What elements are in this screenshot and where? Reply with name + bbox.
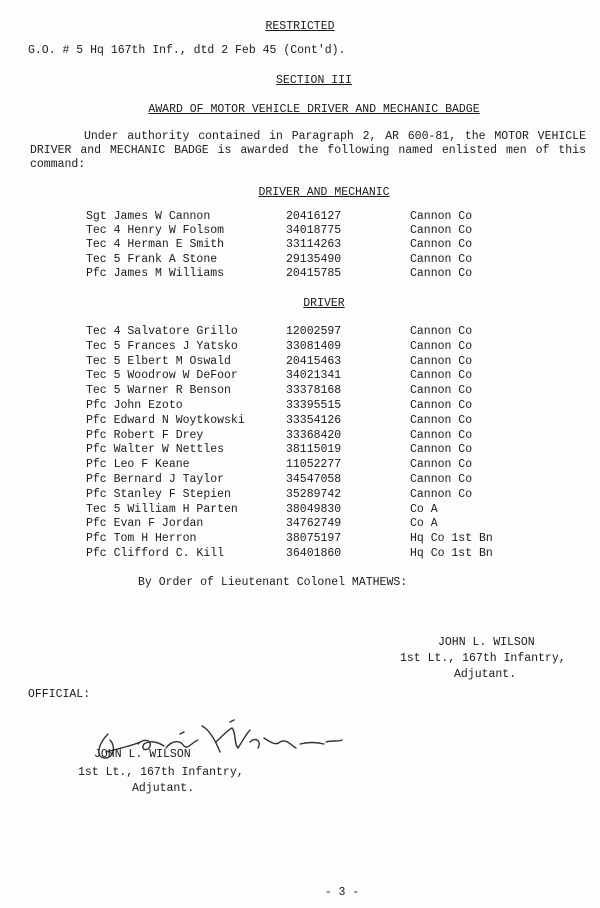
document-title: AWARD OF MOTOR VEHICLE DRIVER AND MECHANIC BADGE	[148, 103, 480, 116]
handwritten-signature	[80, 712, 380, 772]
roster-row	[86, 414, 546, 428]
serial-number: 20416127	[286, 210, 342, 223]
serial-number: 29135490	[286, 252, 342, 266]
soldier-name: Pfc Stanley F Stepien	[86, 487, 231, 501]
roster-row	[86, 443, 546, 457]
roster-row	[86, 473, 546, 487]
soldier-name: Pfc John Ezoto	[86, 399, 183, 412]
unit-name: Cannon Co	[410, 238, 473, 252]
unit-name: Cannon Co	[410, 339, 473, 353]
unit-name: Cannon Co	[410, 473, 473, 486]
signature-name: JOHN L. WILSON	[438, 636, 535, 649]
serial-number: 34021341	[286, 369, 342, 383]
soldier-name: Tec 4 Salvatore Grillo	[86, 325, 238, 338]
serial-number: 38049830	[286, 502, 342, 516]
section-heading: SECTION III	[276, 74, 352, 87]
serial-number: 33378168	[286, 384, 342, 398]
soldier-name: Tec 4 Henry W Folsom	[86, 224, 225, 238]
official-rank: 1st Lt., 167th Infantry,	[78, 766, 244, 779]
roster-row	[86, 325, 546, 339]
roster-row	[86, 355, 546, 369]
serial-number: 33114263	[286, 238, 342, 252]
soldier-name: Pfc Evan F Jordan	[86, 517, 204, 531]
soldier-name: Pfc James M Williams	[86, 266, 225, 280]
soldier-name: Pfc Robert F Drey	[86, 428, 204, 442]
signature-rank: 1st Lt., 167th Infantry,	[400, 652, 566, 665]
serial-number: 34018775	[286, 224, 342, 238]
serial-number: 36401860	[286, 547, 342, 560]
roster-row	[86, 532, 546, 546]
driver-mechanic-heading: DRIVER AND MECHANIC	[258, 186, 390, 199]
unit-name: Cannon Co	[410, 384, 473, 398]
soldier-name: Pfc Tom H Herron	[86, 532, 197, 546]
serial-number: 34547058	[286, 473, 342, 486]
roster-row	[86, 503, 546, 517]
unit-name: Cannon Co	[410, 266, 473, 280]
soldier-name: Tec 5 Frances J Yatsko	[86, 339, 238, 353]
roster-row	[86, 547, 546, 561]
soldier-name: Tec 5 Frank A Stone	[86, 252, 218, 266]
page-number: - 3 -	[324, 886, 360, 899]
soldier-name: Tec 4 Herman E Smith	[86, 238, 225, 252]
roster-row	[86, 517, 546, 531]
order-reference: G.O. # 5 Hq 167th Inf., dtd 2 Feb 45 (Cont'd).	[28, 44, 346, 57]
unit-name: Cannon Co	[410, 325, 473, 338]
roster-row	[86, 429, 546, 443]
soldier-name: Sgt James W Cannon	[86, 210, 211, 223]
roster-row	[86, 210, 546, 224]
official-label: OFFICIAL:	[28, 688, 91, 701]
unit-name: Co A	[410, 502, 438, 516]
serial-number: 33354126	[286, 413, 342, 427]
serial-number: 20415785	[286, 266, 342, 280]
driver-heading: DRIVER	[303, 297, 345, 310]
official-name: JOHN L. WILSON	[94, 748, 191, 761]
roster-row	[86, 384, 546, 398]
soldier-name: Pfc Leo F Keane	[86, 458, 190, 472]
roster-row	[86, 224, 546, 238]
unit-name: Cannon Co	[410, 399, 473, 412]
unit-name: Cannon Co	[410, 413, 473, 427]
unit-name: Cannon Co	[410, 487, 473, 501]
soldier-name: Pfc Walter W Nettles	[86, 443, 225, 457]
serial-number: 20415463	[286, 354, 342, 368]
unit-name: Co A	[410, 517, 438, 531]
roster-row	[86, 253, 546, 267]
soldier-name: Tec 5 Warner R Benson	[86, 384, 231, 398]
official-title: Adjutant.	[132, 782, 195, 795]
unit-name: Cannon Co	[410, 428, 473, 442]
order-line: By Order of Lieutenant Colonel MATHEWS:	[138, 576, 408, 589]
roster-row	[86, 458, 546, 472]
unit-name: Cannon Co	[410, 354, 473, 368]
roster-row	[86, 369, 546, 383]
roster-row	[86, 267, 546, 281]
roster-row	[86, 399, 546, 413]
serial-number: 33368420	[286, 428, 342, 442]
unit-name: Cannon Co	[410, 210, 473, 223]
serial-number: 33395515	[286, 399, 342, 412]
unit-name: Cannon Co	[410, 252, 473, 266]
intro-paragraph: Under authority contained in Paragraph 2, AR 600-81, the MOTOR VEHICLE DRIVER and MECHANIC BADGE is awarded the following named enlisted men of this command:	[30, 130, 586, 171]
serial-number: 11052277	[286, 458, 342, 472]
roster-row	[86, 488, 546, 502]
serial-number: 35289742	[286, 487, 342, 501]
serial-number: 12002597	[286, 325, 342, 338]
classification-marking: RESTRICTED	[265, 20, 335, 33]
soldier-name: Tec 5 Elbert M Oswald	[86, 354, 231, 368]
unit-name: Cannon Co	[410, 443, 473, 457]
soldier-name: Tec 5 Woodrow W DeFoor	[86, 369, 238, 383]
signature-title: Adjutant.	[454, 668, 517, 681]
soldier-name: Tec 5 William H Parten	[86, 502, 238, 516]
serial-number: 33081409	[286, 339, 342, 353]
soldier-name: Pfc Clifford C. Kill	[86, 547, 225, 560]
unit-name: Cannon Co	[410, 369, 473, 383]
unit-name: Hq Co 1st Bn	[410, 532, 493, 546]
unit-name: Cannon Co	[410, 224, 473, 238]
serial-number: 38115019	[286, 443, 342, 457]
serial-number: 34762749	[286, 517, 342, 531]
unit-name: Cannon Co	[410, 458, 473, 472]
roster-row	[86, 340, 546, 354]
unit-name: Hq Co 1st Bn	[410, 547, 493, 560]
serial-number: 38075197	[286, 532, 342, 546]
soldier-name: Pfc Edward N Woytkowski	[86, 413, 245, 427]
roster-row	[86, 238, 546, 252]
soldier-name: Pfc Bernard J Taylor	[86, 473, 225, 486]
